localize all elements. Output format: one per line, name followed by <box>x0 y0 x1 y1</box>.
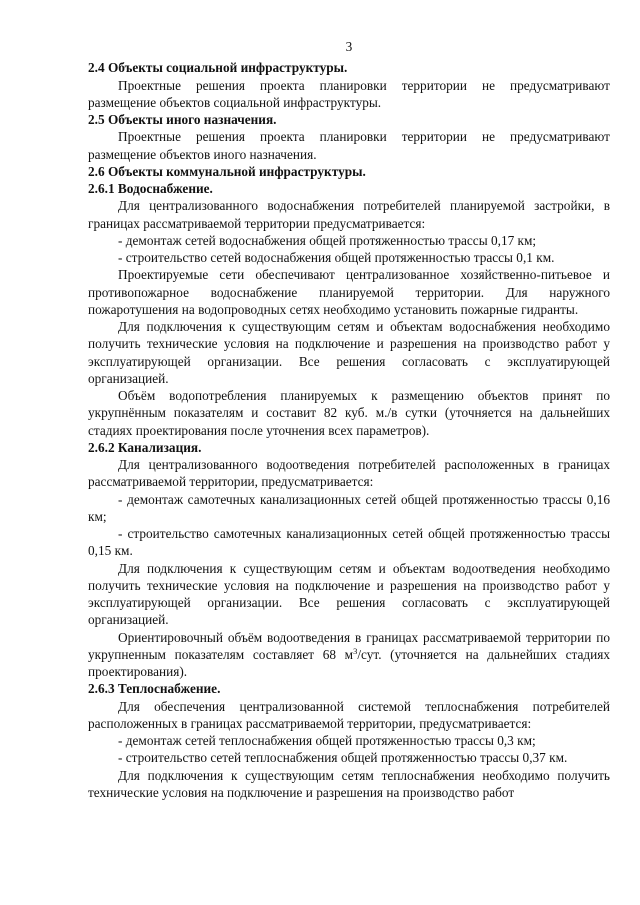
subsection-heading: 2.6.1 Водоснабжение. <box>88 181 213 196</box>
list-item: - демонтаж самотечных канализационных сетей общей протяженностью трассы 0,16 км; <box>88 491 610 524</box>
paragraph: Проектируемые сети обеспечивают централизованное хозяйственно-питьевое и противопожарное водоснабжение планируемой территории. Для наружного пожаротушения на водопроводных сетях необходимо установить пожарные гидранты. <box>88 267 610 317</box>
subsection-heading: 2.6.3 Теплоснабжение. <box>88 681 221 697</box>
paragraph: Для подключения к существующим сетям и объектам водоснабжения необходимо получить технические условия на подключение и разрешения на производство работ у эксплуатирующей организации. Все решения согласовать с эксплуатирующей организацией. <box>88 319 610 386</box>
list-item: - демонтаж сетей теплоснабжения общей протяженностью трассы 0,3 км; <box>118 733 536 748</box>
paragraph: Для подключения к существующим сетям теплоснабжения необходимо получить технические условия на подключение и разрешения на производство работ <box>88 767 610 800</box>
section-other <box>88 111 610 163</box>
section-heading: 2.5 Объекты иного назначения. <box>88 112 277 127</box>
section-heat-supply <box>88 680 610 801</box>
section-water-supply <box>88 180 610 439</box>
list-item: - строительство самотечных канализационных сетей общей протяженностью трассы 0,15 км. <box>88 526 610 559</box>
paragraph: Проектные решения проекта планировки территории не предусматривают размещение объектов социальной инфраструктуры. <box>88 77 610 110</box>
paragraph: Объём водопотребления планируемых к размещению объектов принят по укрупнённым показателям и составит 82 куб. м./в сутки (уточняется на дальнейших стадиях проектирования после уточнения всех параметров). <box>88 388 610 438</box>
section-sewerage <box>88 439 610 681</box>
paragraph: Для централизованного водоотведения потребителей расположенных в границах рассматриваемой территории, предусматривается: <box>88 457 610 490</box>
paragraph-volume <box>88 629 610 681</box>
paragraph-volume-text-end: /сут. (уточняется на дальнейших стадиях проектирования). <box>88 646 610 679</box>
list-item: - демонтаж сетей водоснабжения общей протяженностью трассы 0,17 км; <box>118 232 537 248</box>
section-heading: 2.4 Объекты социальной инфраструктуры. <box>88 60 348 76</box>
superscript: 3 <box>353 645 358 656</box>
paragraph: Проектные решения проекта планировки территории не предусматривают размещение объектов иного назначения. <box>88 129 610 162</box>
list-item: - строительство сетей теплоснабжения общей протяженностью трассы 0,37 км. <box>118 750 568 766</box>
subsection-heading: 2.6.2 Канализация. <box>88 439 202 455</box>
section-communal <box>88 163 610 180</box>
list-item: - строительство сетей водоснабжения общей протяженностью трассы 0,1 км. <box>118 250 555 265</box>
paragraph: Для подключения к существующим сетям и объектам водоотведения необходимо получить технические условия на подключение и разрешения на производство работ у эксплуатирующей организации. Все решения согласовать с эксплуатирующей организацией. <box>88 560 610 628</box>
page-number: 3 <box>345 39 353 54</box>
paragraph: Для централизованного водоснабжения потребителей планируемой застройки, в границах рассматриваемой территории предусматривается: <box>88 198 610 231</box>
paragraph-volume-text: Ориентировочный объём водоотведения в границах рассматриваемой территории по укрупненным показателям составляет 68 м <box>88 629 610 662</box>
paragraph: Для обеспечения централизованной системой теплоснабжения потребителей расположенных в границах рассматриваемой территории, предусматривается: <box>88 698 610 731</box>
section-heading: 2.6 Объекты коммунальной инфраструктуры. <box>88 163 366 179</box>
section-social <box>88 59 610 111</box>
